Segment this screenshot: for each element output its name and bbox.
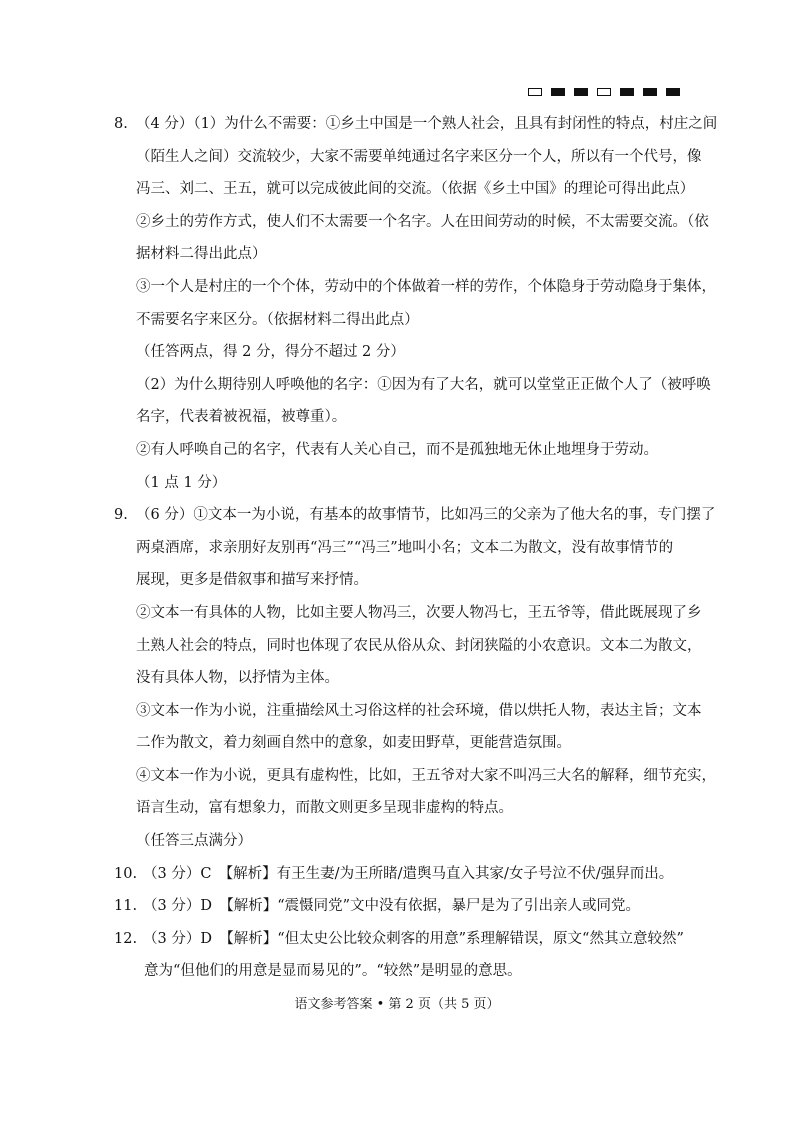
answer-line: （陌生人之间）交流较少，大家不需要单纯通过名字来区分一个人，所以有一个代号，像 <box>136 148 702 165</box>
answer-line: 土熟人社会的特点，同时也体现了农民从俗从众、封闭狭隘的小农意识。文本二为散文， <box>136 637 702 654</box>
answer-line: ③一个人是村庄的一个个体，劳动中的个体做着一样的劳作，个体隐身于劳动隐身于集体， <box>136 278 716 295</box>
question-number: 9. <box>114 507 128 524</box>
question-number: 10. <box>114 865 138 882</box>
answer-line: （4 分）（1）为什么不需要：①乡土中国是一个熟人社会，且具有封闭性的特点，村庄之间 <box>136 116 718 132</box>
answer-line: ②乡土的劳作方式，使人们不太需要一个名字。人在田间劳动的时候，不太需要交流。（依 <box>136 213 709 230</box>
answer-line: 展现，更多是借叙事和描写来抒情。 <box>136 572 368 589</box>
question-number: 11. <box>114 898 138 915</box>
answer-line: （6 分）①文本一为小说，有基本的故事情节，比如冯三的父亲为了他大名的事，专门摆了 <box>136 507 716 524</box>
page-footer: 语文参考答案 • 第 2 页（共 5 页） <box>294 997 500 1012</box>
answer-line: 二作为散文，着力刻画自然中的意象，如麦田野草，更能营造氛围。 <box>136 735 571 752</box>
answer-content <box>114 108 718 988</box>
question-number: 8. <box>114 116 128 132</box>
header-mark <box>597 88 611 96</box>
scoring-note: （1 点 1 分） <box>136 474 227 491</box>
answer-line: ④文本一作为小说，更具有虚构性，比如，王五爷对大家不叫冯三大名的解释，细节充实， <box>136 767 716 784</box>
header-mark <box>643 88 657 96</box>
question-9 <box>114 499 716 858</box>
answer-line: 冯三、刘二、王五，就可以完成彼此间的交流。（依据《乡土中国》的理论可得出此点） <box>136 181 695 198</box>
header-mark <box>620 88 634 96</box>
answer-line: （2）为什么期待别人呼唤他的名字：①因为有了大名，就可以堂堂正正做个人了（被呼唤 <box>136 376 711 393</box>
header-mark <box>528 88 542 96</box>
answer-line: （3 分）D 【解析】“但太史公比较众刺客的用意”系理解错误，原文“然其立意较然” <box>143 930 684 947</box>
header-mark <box>551 88 565 96</box>
answer-line: ②文本一有具体的人物，比如主要人物冯三，次要人物冯七，王五爷等，借此既展现了乡 <box>136 604 702 621</box>
answer-line: 名字，代表着被祝福，被尊重）。 <box>136 409 347 426</box>
answer-line: 据材料二得出此点） <box>136 246 267 263</box>
answer-line: （3 分）C 【解析】有王生妻/为王所睹/遣舆马直入其家/女子号泣不伏/强舁而出。 <box>143 865 674 882</box>
question-12 <box>114 923 686 988</box>
header-mark <box>574 88 588 96</box>
answer-line: 没有具体人物，以抒情为主体。 <box>136 670 339 687</box>
question-10 <box>114 858 686 891</box>
question-8 <box>114 108 718 499</box>
header-marks <box>528 88 680 96</box>
scoring-note: （任答两点，得 2 分，得分不超过 2 分） <box>136 344 405 361</box>
header-mark <box>666 88 680 96</box>
answer-line: 两桌酒席，求亲朋好友别再“冯三”“冯三”地叫小名；文本二为散文，没有故事情节的 <box>136 539 674 556</box>
answer-line: ③文本一作为小说，注重描绘风土习俗这样的社会环境，借以烘托人物，表达主旨；文本 <box>136 702 702 719</box>
answer-line: 意为“但他们的用意是显而易见的”。“较然”是明显的意思。 <box>144 963 522 980</box>
question-number: 12. <box>114 930 138 947</box>
answer-line: ②有人呼唤自己的名字，代表有人关心自己，而不是孤独地无休止地埋身于劳动。 <box>136 441 658 458</box>
answer-line: 不需要名字来区分。（依据材料二得出此点） <box>136 311 419 328</box>
scoring-note: （任答三点满分） <box>136 833 252 850</box>
question-11 <box>114 890 686 923</box>
answer-line: （3 分）D 【解析】“震慑同党”文中没有依据，暴尸是为了引出亲人或同党。 <box>143 898 641 915</box>
answer-line: 语言生动，富有想象力，而散文则更多呈现非虚构的特点。 <box>136 800 513 817</box>
